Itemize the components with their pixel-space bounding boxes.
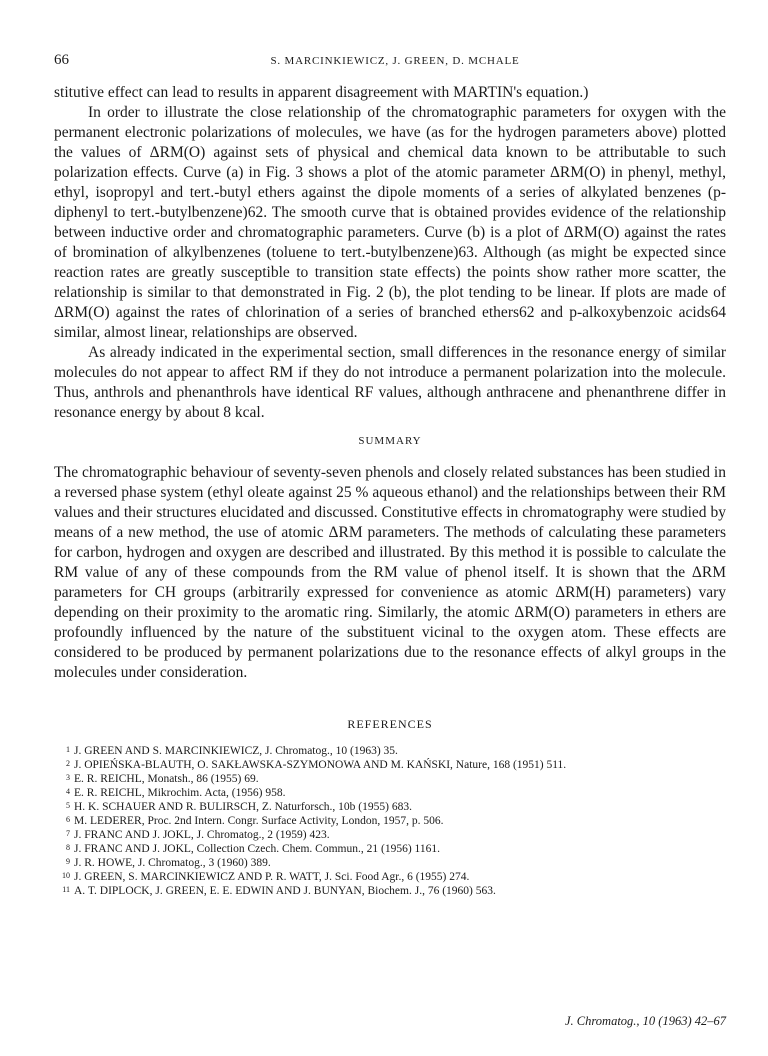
reference-item (54, 870, 726, 884)
reference-text: J. GREEN AND S. MARCINKIEWICZ, J. Chromatog., 10 (1963) 35. (74, 745, 398, 757)
reference-item (54, 786, 726, 800)
reference-number: 9 (66, 857, 70, 866)
reference-text: M. LEDERER, Proc. 2nd Intern. Congr. Surface Activity, London, 1957, p. 506. (74, 815, 444, 827)
summary-section (54, 463, 726, 683)
paragraph: As already indicated in the experimental section, small differences in the resonance energy of similar molecules do not appear to affect RM if they do not introduce a permanent polarization into the molecule. Thus, anthrols and phenanthrols have identical RF values, although anthracene and phenanthrene differ in resonance energy by about 8 kcal. (54, 344, 726, 421)
reference-item (54, 842, 726, 856)
reference-item (54, 800, 726, 814)
running-header (54, 52, 726, 69)
summary-paragraph: The chromatographic behaviour of seventy-seven phenols and closely related substances has been studied in a reversed phase system (ethyl oleate against 25 % aqueous ethanol) and the relationships between their RM values and their structures elucidated and discussed. Constitutive effects in chromatography were studied by means of a new method, the use of atomic ΔRM parameters. The methods of calculating these parameters for carbon, hydrogen and oxygen are described and illustrated. By this method it is possible to calculate the RM value of any of these compounds from the RM value of phenol itself. It is shown that the ΔRM parameters for CH groups (arbitrarily expressed for convenience as atomic ΔRM(H) parameters) vary depending on their proximity to the aromatic ring. Similarly, the atomic ΔRM(O) parameters in ethers are profoundly influenced by the nature of the substituent vicinal to the oxygen atom. These effects are considered to be produced by permanent polarizations due to the resonance effects of alkyl groups in the molecules under consideration. (54, 464, 726, 681)
page-number: 66 (54, 52, 69, 68)
reference-item (54, 884, 726, 898)
reference-number: 10 (62, 871, 70, 880)
paper-page (54, 52, 726, 898)
running-authors: S. MARCINKIEWICZ, J. GREEN, D. MCHALE (270, 55, 520, 67)
reference-text: J. GREEN, S. MARCINKIEWICZ AND P. R. WATT, J. Sci. Food Agr., 6 (1955) 274. (74, 871, 470, 883)
reference-text: J. FRANC AND J. JOKL, J. Chromatog., 2 (1959) 423. (74, 829, 330, 841)
journal-citation-footer: J. Chromatog., 10 (1963) 42–67 (565, 1014, 726, 1028)
paragraph: In order to illustrate the close relationship of the chromatographic parameters for oxygen with the permanent electronic polarizations of molecules, we have (as for the hydrogen parameters above) plotted the values of ΔRM(O) against sets of physical and chemical data known to be attributable to such polarization effects. Curve (a) in Fig. 3 shows a plot of the atomic parameter ΔRM(O) in phenyl, methyl, ethyl, isopropyl and tert.-butyl ethers against the dipole moments of a series of alkylated benzenes (p-diphenyl to tert.-butylbenzene)62. The smooth curve that is obtained provides evidence of the relationship between inductive order and chromatographic parameters. Curve (b) is a plot of ΔRM(O) against the rates of bromination of alkylbenzenes (toluene to tert.-butylbenzene)63. Although (as might be expected since reaction rates are greatly susceptible to transition state effects) the points show rather more scatter, the relationship is similar to that demonstrated in Fig. 2 (b), the plot tending to be linear. If plots are made of ΔRM(O) against the rates of chlorination of a series of branched ethers62 and p-alkoxybenzoic acids64 similar, almost linear, relationships are observed. (54, 104, 726, 341)
paragraph: stitutive effect can lead to results in apparent disagreement with MARTIN's equation.) (54, 84, 589, 101)
reference-number: 6 (66, 815, 70, 824)
reference-item (54, 828, 726, 842)
reference-list (54, 744, 726, 898)
reference-number: 7 (66, 829, 70, 838)
reference-item (54, 744, 726, 758)
reference-text: J. R. HOWE, J. Chromatog., 3 (1960) 389. (74, 857, 271, 869)
reference-text: H. K. SCHAUER AND R. BULIRSCH, Z. Naturforsch., 10b (1955) 683. (74, 801, 412, 813)
summary-heading: SUMMARY (358, 435, 422, 447)
reference-text: J. OPIEŃSKA-BLAUTH, O. SAKŁAWSKA-SZYMONOWA AND M. KAŃSKI, Nature, 168 (1951) 511. (74, 759, 567, 771)
reference-number: 1 (66, 745, 70, 754)
reference-number: 11 (62, 885, 70, 894)
reference-item (54, 772, 726, 786)
reference-item (54, 856, 726, 870)
reference-text: E. R. REICHL, Mikrochim. Acta, (1956) 958. (74, 787, 286, 799)
reference-number: 8 (66, 843, 70, 852)
reference-text: E. R. REICHL, Monatsh., 86 (1955) 69. (74, 773, 259, 785)
reference-number: 2 (66, 759, 70, 768)
reference-number: 3 (66, 773, 70, 782)
reference-number: 4 (66, 787, 70, 796)
reference-text: A. T. DIPLOCK, J. GREEN, E. E. EDWIN AND J. BUNYAN, Biochem. J., 76 (1960) 563. (74, 885, 496, 897)
reference-text: J. FRANC AND J. JOKL, Collection Czech. Chem. Commun., 21 (1956) 1161. (74, 843, 440, 855)
body-text (54, 83, 726, 423)
references-heading: REFERENCES (347, 717, 433, 731)
reference-item (54, 814, 726, 828)
reference-item (54, 758, 726, 772)
reference-number: 5 (66, 801, 70, 810)
